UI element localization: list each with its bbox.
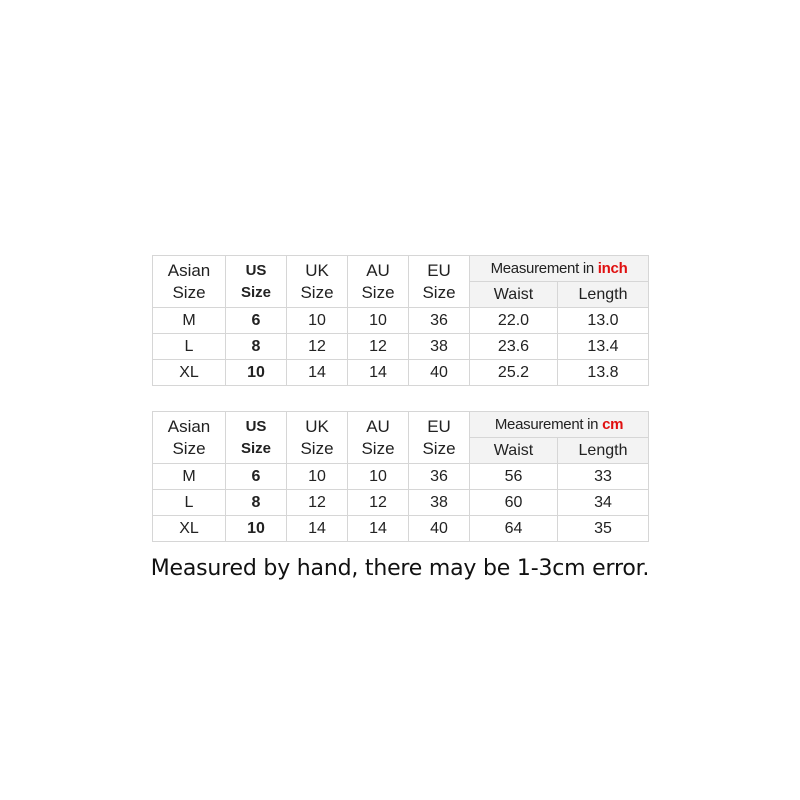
cell-waist: 23.6 [470, 334, 558, 360]
table-row [153, 516, 649, 542]
cell-asian-size: M [153, 308, 226, 334]
measurement-prefix: Measurement in [494, 416, 599, 433]
header-eu-size [409, 412, 470, 464]
header-au-size-line2: Size [361, 282, 395, 302]
header-uk-size-line1: UK [305, 260, 329, 280]
header-uk-size-line1: UK [305, 416, 329, 436]
header-us-size-line2: Size [240, 439, 271, 457]
table-row [153, 360, 649, 386]
cell-length: 33 [558, 464, 649, 490]
header-us-size [226, 256, 287, 308]
header-eu-size-line1: EU [427, 416, 451, 436]
cell-us-size: 8 [226, 490, 287, 516]
cell-waist: 25.2 [470, 360, 558, 386]
header-au-size-line1: AU [366, 260, 390, 280]
header-us-size-line2: Size [240, 283, 271, 301]
header-au-size [348, 256, 409, 308]
cell-au-size: 14 [348, 360, 409, 386]
cell-au-size: 10 [348, 464, 409, 490]
header-waist: Waist [470, 282, 558, 308]
cell-length: 13.4 [558, 334, 649, 360]
table-row [153, 490, 649, 516]
cell-asian-size: XL [153, 360, 226, 386]
size-table-inch [152, 255, 649, 386]
size-table-cm [152, 411, 649, 542]
header-asian-size-line2: Size [172, 438, 206, 458]
header-measurement-cm [470, 412, 649, 438]
header-eu-size [409, 256, 470, 308]
header-asian-size [153, 412, 226, 464]
table-row [153, 334, 649, 360]
cell-length: 34 [558, 490, 649, 516]
cell-waist: 56 [470, 464, 558, 490]
header-waist: Waist [470, 438, 558, 464]
measurement-note: Measured by hand, there may be 1-3cm error. [150, 556, 650, 581]
cell-au-size: 10 [348, 308, 409, 334]
header-eu-size-line2: Size [422, 438, 456, 458]
cell-asian-size: XL [153, 516, 226, 542]
header-measurement-inch [470, 256, 649, 282]
cell-au-size: 12 [348, 490, 409, 516]
cell-eu-size: 36 [409, 464, 470, 490]
cell-length: 35 [558, 516, 649, 542]
table-row [153, 308, 649, 334]
cell-uk-size: 12 [287, 334, 348, 360]
cell-us-size: 8 [226, 334, 287, 360]
header-uk-size-line2: Size [300, 438, 334, 458]
header-eu-size-line1: EU [427, 260, 451, 280]
cell-eu-size: 40 [409, 360, 470, 386]
header-eu-size-line2: Size [422, 282, 456, 302]
header-us-size [226, 412, 287, 464]
header-uk-size [287, 412, 348, 464]
cell-au-size: 14 [348, 516, 409, 542]
cell-eu-size: 40 [409, 516, 470, 542]
header-us-size-line1: US [245, 261, 267, 279]
header-us-size-line1: US [245, 417, 267, 435]
cell-uk-size: 10 [287, 308, 348, 334]
header-au-size [348, 412, 409, 464]
cell-asian-size: L [153, 334, 226, 360]
header-uk-size [287, 256, 348, 308]
cell-waist: 64 [470, 516, 558, 542]
header-asian-size [153, 256, 226, 308]
cell-asian-size: L [153, 490, 226, 516]
header-uk-size-line2: Size [300, 282, 334, 302]
cell-uk-size: 14 [287, 516, 348, 542]
header-asian-size-line1: Asian [167, 260, 211, 280]
cell-length: 13.0 [558, 308, 649, 334]
cell-waist: 22.0 [470, 308, 558, 334]
cell-eu-size: 36 [409, 308, 470, 334]
cell-uk-size: 12 [287, 490, 348, 516]
header-length: Length [558, 282, 649, 308]
header-length: Length [558, 438, 649, 464]
header-au-size-line2: Size [361, 438, 395, 458]
measurement-unit-inch: inch [597, 260, 628, 277]
header-asian-size-line1: Asian [167, 416, 211, 436]
cell-length: 13.8 [558, 360, 649, 386]
header-asian-size-line2: Size [172, 282, 206, 302]
cell-au-size: 12 [348, 334, 409, 360]
cell-us-size: 6 [226, 464, 287, 490]
cell-uk-size: 14 [287, 360, 348, 386]
measurement-prefix: Measurement in [490, 260, 594, 277]
cell-uk-size: 10 [287, 464, 348, 490]
cell-asian-size: M [153, 464, 226, 490]
measurement-unit-cm: cm [602, 416, 624, 433]
cell-us-size: 10 [226, 516, 287, 542]
table-row [153, 464, 649, 490]
header-au-size-line1: AU [366, 416, 390, 436]
cell-us-size: 6 [226, 308, 287, 334]
cell-waist: 60 [470, 490, 558, 516]
cell-us-size: 10 [226, 360, 287, 386]
cell-eu-size: 38 [409, 334, 470, 360]
cell-eu-size: 38 [409, 490, 470, 516]
